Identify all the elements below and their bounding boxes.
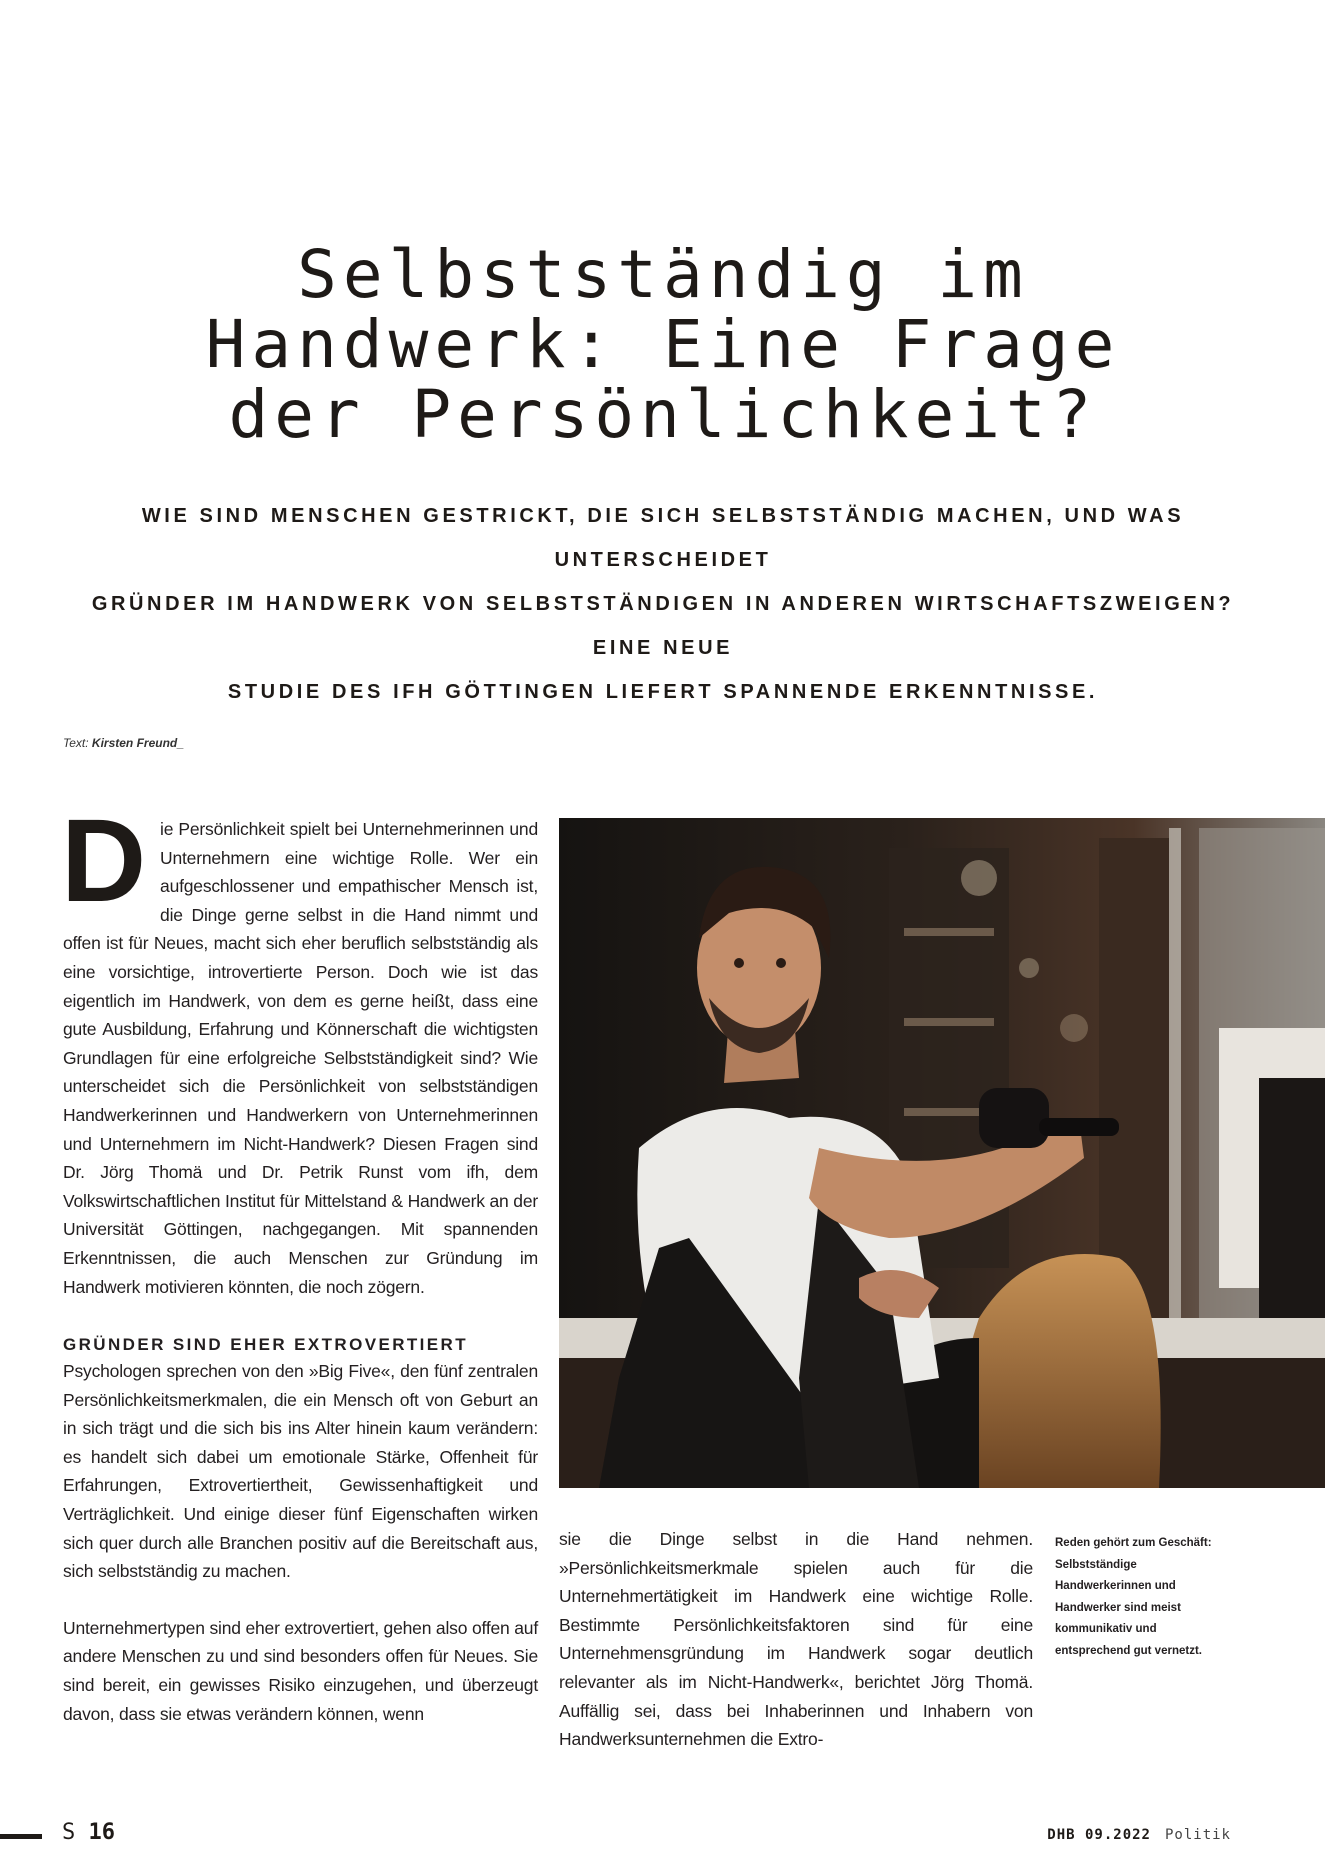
article-column-left (61, 795, 538, 1728)
section-subhead: GRÜNDER SIND EHER EXTROVERTIERT (63, 1335, 468, 1355)
article-column-middle (559, 1525, 1033, 1754)
headline-line: Selbstständig im (297, 236, 1029, 313)
page-number (62, 1820, 115, 1845)
footer-publication (1047, 1827, 1231, 1843)
byline-author: Kirsten Freund_ (91, 736, 184, 750)
footer-rule (0, 1834, 42, 1839)
lead-line: STUDIE DES IFH GÖTTINGEN LIEFERT SPANNENDE ERKENNTNISSE. (227, 681, 1099, 703)
lead-line: WIE SIND MENSCHEN GESTRICKT, DIE SICH SELBSTSTÄNDIG MACHEN, UND WAS UNTERSCHEIDET (141, 505, 1185, 571)
body-paragraph: sie die Dinge selbst in die Hand nehmen. »Persönlichkeitsmerkmale spielen auch für die Unternehmertätigkeit im Handwerk eine wichtige Rolle. Bestimmte Persönlichkeitsfaktoren sind für eine Unternehmensgründung im Handwerk sogar deutlich relevanter als im Nicht-Handwerk«, berichtet Jörg Thomä. Auffällig sei, dass bei Inhaberinnen und Inhabern von Handwerksunternehmen die Extro- (559, 1529, 1033, 1750)
headline-line: Handwerk: Eine Frage (205, 306, 1121, 383)
body-paragraph: Unternehmertypen sind eher extrovertiert, gehen also offen auf andere Menschen zu und sind besonders offen für Neues. Sie sind bereit, ein gewisses Risiko einzugehen, und überzeugt davon, dass sie etwas verändern können, wenn (63, 1617, 538, 1724)
headline-line: der Persönlichkeit? (228, 376, 1098, 453)
body-paragraph: Psychologen sprechen von den »Big Five«, den fünf zentralen Persönlichkeitsmerkmalen, die ein Mensch oft von Geburt an in sich trägt und die sich bis ins Alter hinein kaum verändern: es handelt sich dabei um emotionale Stärke, Offenheit für Erfahrungen, Extrovertiertheit, Gewissenhaftigkeit und Verträglichkeit. Und einige dieser fünf Eigenschaften wirken sich quer durch alle Branchen positiv auf die Bereitschaft aus, sich selbstständig zu machen. (63, 1361, 538, 1582)
body-paragraph: ie Persönlichkeit spielt bei Unternehmerinnen und Unternehmern eine wichtige Rolle. Wer ein aufgeschlossener und empathischer Mensch ist, die Dinge gerne selbst in die Hand nimmt und offen ist für Neues, macht sich eher beruflich selbstständig als eine vorsichtige, introvertierte Person. Doch wie ist das eigentlich im Handwerk, von dem es gerne heißt, dass eine gute Ausbildung, Erfahrung und Könnerschaft die wichtigsten Grundlagen für eine erfolgreiche Selbstständigkeit sind? Wie unterscheidet sich die Persönlichkeit von selbstständigen Handwerkerinnen und Handwerkern von Unternehmerinnen und Unternehmern im Nicht-Handwerk? Diesen Fragen sind Dr. Jörg Thomä und Dr. Petrik Runst vom ifh, dem Volkswirtschaftlichen Institut für Mittelstand & Handwerk an der Universität Göttingen, nachgegangen. Mit spannenden Erkenntnissen, die auch Menschen zur Gründung im Handwerk motivieren könnten, die noch zögern. (63, 819, 538, 1297)
article-photo (559, 818, 1325, 1488)
hairdresser-photo-illustration (559, 818, 1325, 1488)
page-number-value: 16 (88, 1820, 115, 1845)
lead-line: GRÜNDER IM HANDWERK VON SELBSTSTÄNDIGEN IN ANDEREN WIRTSCHAFTSZWEIGEN? EINE NEUE (91, 593, 1235, 659)
page-prefix: S (62, 1820, 76, 1845)
section-name: Politik (1164, 1827, 1231, 1843)
photo-caption: Reden gehört zum Geschäft: Selbstständige Handwerkerinnen und Handwerker sind meist kommunikativ und entsprechend gut vernetzt. (1055, 1537, 1212, 1657)
byline (63, 736, 184, 750)
lead-paragraph (90, 494, 1236, 714)
byline-prefix: Text: (63, 736, 89, 750)
headline (0, 236, 1326, 453)
drop-cap: D (61, 795, 147, 927)
magazine-issue: DHB 09.2022 (1047, 1827, 1151, 1843)
